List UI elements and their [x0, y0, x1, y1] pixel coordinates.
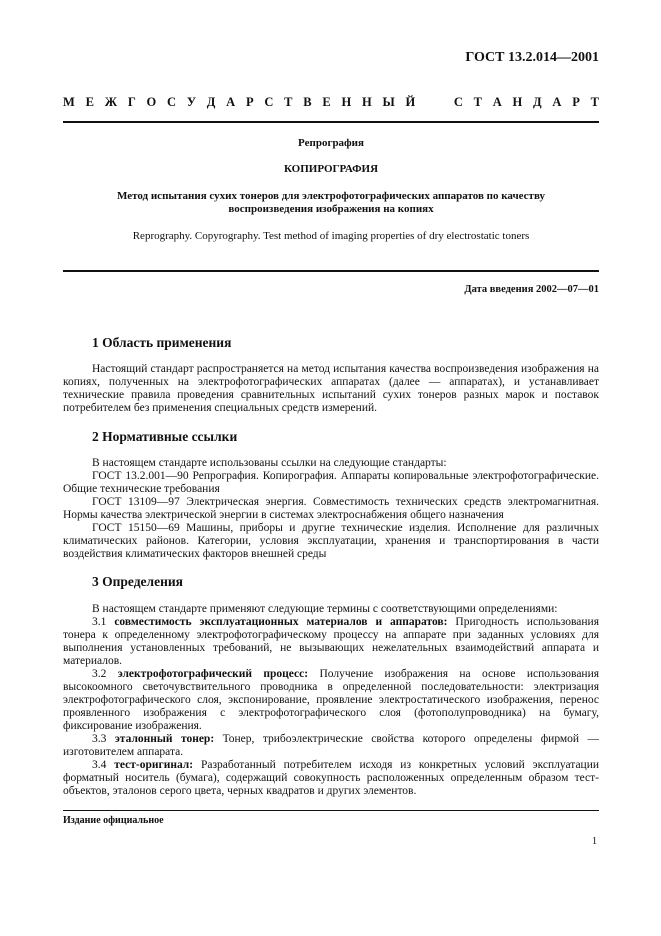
definition-text: Пригодность использования тонера к определенному электрофотографическому процессу на аппарате при заданных условиях для выполнения установленных требований, не вызывающих нежелательных взаимодействий аппарата и материалов. — [63, 616, 599, 667]
banner-letter: С — [167, 95, 177, 109]
english-title: Reprography. Copyrography. Test method of imaging properties of dry electrostatic toners — [132, 230, 530, 242]
section-1-body — [63, 363, 599, 415]
banner-letter: А — [226, 95, 236, 109]
section-1-paragraph: Настоящий стандарт распространяется на метод испытания качества воспроизведения изображения на копиях, полученных на электрофотографических аппаратах (далее — аппаратах), и устанавливает технические правила проведения сравнительных испытаний сухих тонеров разных марок и поставок потребителем без применения специальных средств измерений. — [63, 363, 599, 414]
banner-letter — [426, 95, 429, 110]
subtitle-line-2: воспроизведения изображения на копиях — [228, 203, 434, 215]
definition-number: 3.1 — [92, 616, 107, 628]
banner-letter: А — [552, 95, 562, 109]
section-2-paragraph-3: ГОСТ 13109—97 Электрическая энергия. Совместимость технических средств электромагнитная. Нормы качества электрической энергии в системах электроснабжения общего назначения — [63, 496, 599, 521]
definition-term: тест-оригинал: — [114, 759, 194, 771]
section-3-body — [63, 603, 599, 798]
banner-letter — [440, 95, 443, 110]
definition-term: совместимость эксплуатационных материалов и аппаратов: — [114, 616, 448, 628]
section-2-paragraph-1: В настоящем стандарте использованы ссылки на следующие стандарты: — [92, 457, 447, 469]
section-2-paragraph-2: ГОСТ 13.2.001—90 Репрография. Копирография. Аппараты копировальные электрофотографические. Общие технические требования — [63, 470, 599, 495]
section-2-heading: 2 Нормативные ссылки — [92, 429, 238, 444]
banner-letter: Т — [284, 95, 293, 109]
definition-text: Получение изображения на основе использования высокоомного светочувствительного проводника в определенной последовательности: электризация электрофотографического слоя, экспонирование, проявление электростатического изображения, перенос проявленного изображения с электрофотографического слоя (фотополупроводника) на бумагу, фиксирование изображения. — [63, 668, 600, 732]
page-number: 1 — [592, 836, 597, 847]
banner-letter: В — [303, 95, 312, 109]
banner-letter: С — [453, 95, 463, 109]
banner-letter: У — [186, 95, 197, 109]
definition-text: Разработанный потребителем исходя из конкретных условий эксплуатации форматный носитель (бумага), содержащий совокупность расположенных определенным образом тест-объектов, эталонов серого цвета, черных квадратов и других элементов. — [63, 759, 600, 797]
definition-3-4 — [63, 759, 599, 798]
banner-letter: Г — [127, 95, 136, 109]
banner-letter: Н — [341, 95, 352, 109]
section-2-paragraph-4: ГОСТ 15150—69 Машины, приборы и другие технические изделия. Исполнение для различных климатических районов. Категории, условия эксплуатации, хранения и транспортирования в части воздействия климатических факторов внешней среды — [63, 522, 599, 560]
definition-3-3 — [63, 733, 599, 759]
definition-number: 3.2 — [92, 668, 107, 680]
section-1-heading: 1 Область применения — [92, 335, 232, 350]
banner-letter: О — [146, 95, 157, 109]
interstate-standard-banner — [63, 95, 599, 110]
banner-letter: М — [63, 95, 75, 109]
banner-letter: Е — [322, 95, 331, 109]
definition-text: Тонер, трибоэлектрические свойства которого определены фирмой — изготовителем аппарата. — [63, 733, 600, 758]
definition-3-1 — [63, 616, 599, 668]
introduction-date: Дата введения 2002—07—01 — [464, 284, 599, 295]
banner-letter: Т — [473, 95, 482, 109]
banner-letter: Ы — [382, 95, 395, 109]
banner-letter: Р — [572, 95, 580, 109]
definition-term: эталонный тонер: — [114, 733, 215, 745]
banner-letter: Р — [245, 95, 254, 109]
banner-letter: Е — [85, 95, 94, 109]
banner-letter: Д — [533, 95, 542, 109]
definition-number: 3.4 — [92, 759, 107, 771]
banner-letter: С — [264, 95, 274, 109]
section-2-body — [63, 457, 599, 561]
definition-3-2 — [63, 668, 599, 733]
banner-letter: Ж — [104, 95, 118, 109]
banner-letter: А — [492, 95, 502, 109]
banner-letter: Й — [405, 95, 416, 109]
title-bottom-rule — [63, 270, 599, 272]
category-title: Репрография — [298, 137, 364, 149]
banner-letter: Д — [206, 95, 216, 109]
section-3-heading: 3 Определения — [92, 574, 183, 589]
subtitle-line-1: Метод испытания сухих тонеров для электрофотографических аппаратов по качеству — [116, 190, 546, 202]
banner-letter: Т — [590, 95, 599, 109]
footer-rule — [63, 810, 599, 811]
section-3-intro: В настоящем стандарте применяют следующие термины с соответствующими определениями: — [92, 603, 558, 615]
definition-term: электрофотографический процесс: — [117, 668, 309, 680]
subtitle — [63, 190, 599, 216]
definition-number: 3.3 — [92, 733, 107, 745]
edition-label: Издание официальное — [63, 815, 164, 826]
main-title: КОПИРОГРАФИЯ — [283, 163, 379, 175]
banner-letter: Н — [512, 95, 523, 109]
document-code: ГОСТ 13.2.014—2001 — [465, 50, 599, 65]
top-rule — [63, 121, 599, 123]
banner-letter: Н — [362, 95, 372, 109]
